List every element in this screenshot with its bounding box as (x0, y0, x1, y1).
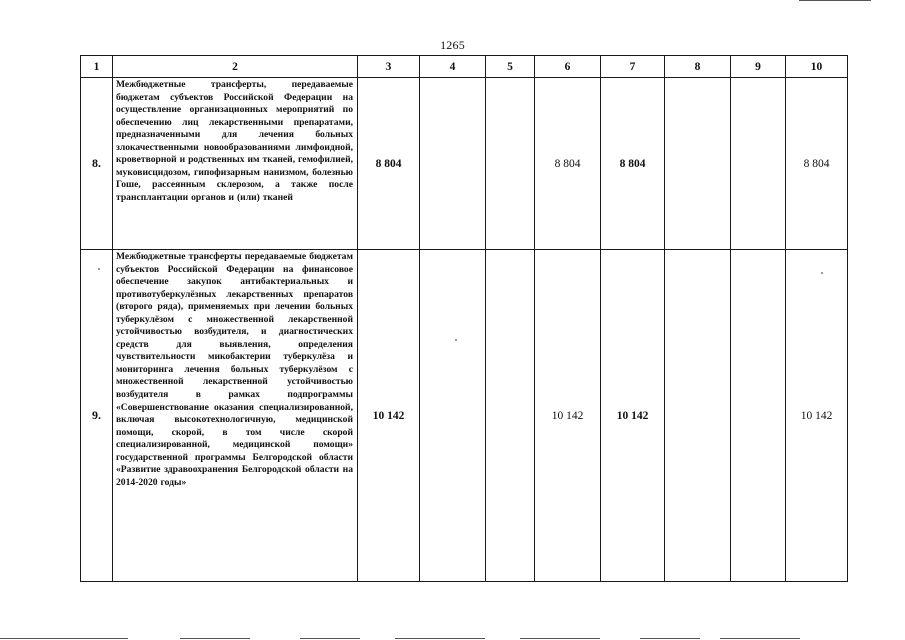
cell-col-10: 8 804 (786, 78, 848, 250)
bottom-scan-rule (395, 638, 485, 639)
cell-col-6: 8 804 (535, 78, 601, 250)
cell-col-8 (665, 250, 731, 582)
top-scan-rule (799, 0, 871, 1)
bottom-scan-rule (180, 638, 250, 639)
budget-transfers-table (80, 55, 848, 582)
column-header-1: 1 (81, 56, 113, 78)
column-header-7: 7 (601, 56, 665, 78)
column-header-5: 5 (486, 56, 535, 78)
cell-col-7: 8 804 (601, 78, 665, 250)
row-description: Межбюджетные трансферты, передаваемые бюджетам субъектов Российской Федерации на осуществление организационных мероприятий по обеспечению лиц лекарственными препаратами, предназначенными для лечения больных злокачественными новообразованиями лимфоидной, кроветворной и родственных им тканей, гемофилией, муковисцидозом, гипофизарным нанизмом, болезнью Гоше, рассеянным склерозом, а также после трансплантации органов и (или) тканей (113, 78, 358, 250)
column-header-3: 3 (358, 56, 420, 78)
scan-speck (98, 268, 100, 270)
cell-col-10: 10 142 (786, 250, 848, 582)
column-header-10: 10 (786, 56, 848, 78)
scan-speck (821, 272, 823, 274)
row-number: 9. (81, 250, 113, 582)
cell-col-8 (665, 78, 731, 250)
cell-col-9 (731, 250, 786, 582)
header-row (81, 56, 848, 78)
cell-col-4 (420, 78, 486, 250)
cell-col-9 (731, 78, 786, 250)
bottom-scan-rule (520, 638, 600, 639)
table-row (81, 250, 848, 582)
cell-col-3: 10 142 (358, 250, 420, 582)
cell-col-4 (420, 250, 486, 582)
cell-col-5 (486, 250, 535, 582)
column-header-4: 4 (420, 56, 486, 78)
bottom-scan-rule (300, 638, 360, 639)
column-header-9: 9 (731, 56, 786, 78)
row-description: Межбюджетные трансферты передаваемые бюджетам субъектов Российской Федерации на финансовое обеспечение закупок антибактериальных и противотуберкулёзных лекарственных препаратов (второго ряда), применяемых при лечении больных туберкулёзом с множественной лекарственной устойчивостью возбудителя, и диагностических средств для выявления, определения чувствительности микобактерии туберкулёза и мониторинга лечения больных туберкулёзом с множественной лекарственной устойчивостью возбудителя в рамках подпрограммы «Совершенствование оказания специализированной, включая высокотехнологичную, медицинской помощи, скорой, в том числе скорой специализированной, медицинской помощи» государственной программы Белгородской области «Развитие здравоохранения Белгородской области на 2014-2020 годы» (113, 250, 358, 582)
page-number: 1265 (440, 38, 465, 52)
row-number: 8. (81, 78, 113, 250)
column-header-6: 6 (535, 56, 601, 78)
bottom-scan-rule (0, 638, 128, 639)
bottom-scan-rule (640, 638, 700, 639)
scan-speck (455, 339, 457, 341)
column-header-8: 8 (665, 56, 731, 78)
table-row (81, 78, 848, 250)
column-header-2: 2 (113, 56, 358, 78)
cell-col-5 (486, 78, 535, 250)
cell-col-3: 8 804 (358, 78, 420, 250)
cell-col-7: 10 142 (601, 250, 665, 582)
bottom-scan-rule (720, 638, 800, 639)
cell-col-6: 10 142 (535, 250, 601, 582)
